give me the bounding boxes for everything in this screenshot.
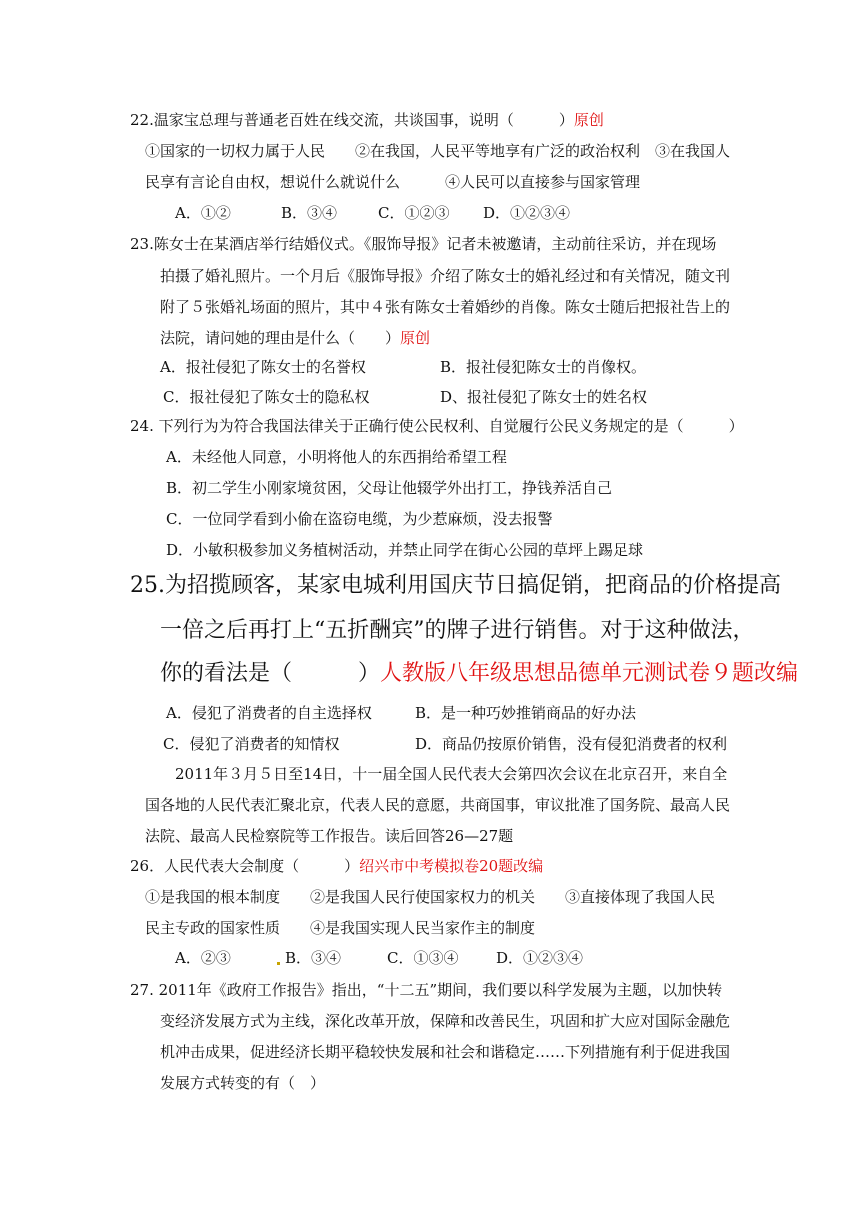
q26-stem-line bbox=[130, 856, 543, 876]
q23-choice-c: C．报社侵犯了陈女士的隐私权 bbox=[163, 388, 370, 406]
q23-choice-a: A．报社侵犯了陈女士的名誉权 bbox=[160, 358, 366, 376]
q22-choice-b: B．③④ bbox=[281, 204, 338, 222]
q27-stem-line-3: 机冲击成果，促进经济长期平稳较快发展和社会和谐稳定……下列措施有利于促进我国 bbox=[160, 1043, 731, 1061]
material-line-1: 2011年３月５日至14日，十一届全国人民代表大会第四次会议在北京召开，来自全 bbox=[175, 765, 728, 783]
q23-stem-end: 法院，请问她的理由是什么（ ） bbox=[160, 329, 401, 347]
q25-stem-end: 你的看法是（ ） bbox=[160, 661, 381, 686]
material-line-2: 国各地的人民代表汇聚北京，代表人民的意愿，共商国事，审议批准了国务院、最高人民 bbox=[145, 796, 731, 814]
q26-source: 绍兴市中考模拟卷20题改编 bbox=[359, 857, 544, 875]
stray-mark bbox=[277, 962, 280, 965]
q22-stem: 22.温家宝总理与普通老百姓在线交流，共谈国事，说明（ ） bbox=[130, 111, 574, 129]
q26-stem: 26．人民代表大会制度（ ） bbox=[130, 857, 360, 875]
q26-options-line-2: 民主专政的国家性质 ④是我国实现人民当家作主的制度 bbox=[145, 919, 536, 937]
q23-choice-d: D、报社侵犯了陈女士的姓名权 bbox=[440, 388, 648, 406]
q25-choice-a: A．侵犯了消费者的自主选择权 bbox=[166, 704, 372, 722]
q27-stem-line-2: 变经济发展方式为主线，深化改革开放，保障和改善民生，巩固和扩大应对国际金融危 bbox=[160, 1012, 731, 1030]
q24-choice-b: B．初二学生小刚家境贫困，父母让他辍学外出打工，挣钱养活自己 bbox=[166, 479, 613, 497]
q26-choice-d: D．①②③④ bbox=[496, 949, 584, 967]
q24-choice-c: C．一位同学看到小偷在盗窃电缆，为少惹麻烦，没去报警 bbox=[166, 510, 553, 528]
q27-stem-line-1: 27. 2011年《政府工作报告》指出，“十二五”期间，我们要以科学发展为主题，以加快转 bbox=[130, 981, 723, 999]
q24-choice-d: D．小敏积极参加义务植树活动，并禁止同学在街心公园的草坪上踢足球 bbox=[166, 541, 644, 559]
q22-stem-line bbox=[130, 110, 604, 130]
q25-source: 人教版八年级思想品德单元测试卷９题改编 bbox=[380, 661, 799, 686]
q23-choice-b: B．报社侵犯陈女士的肖像权。 bbox=[440, 358, 647, 376]
q22-options-line-2: 民享有言论自由权，想说什么就说什么 ④人民可以直接参与国家管理 bbox=[145, 173, 641, 191]
q22-choice-a: A．①② bbox=[175, 204, 231, 222]
q22-choice-d: D．①②③④ bbox=[483, 204, 571, 222]
q23-stem-line-1: 23.陈女士在某酒店举行结婚仪式。《服饰导报》记者未被邀请，主动前往采访，并在现场 bbox=[130, 235, 717, 253]
q24-stem: 24. 下列行为为符合我国法律关于正确行使公民权利、自觉履行公民义务规定的是（ ） bbox=[130, 417, 744, 435]
q27-stem-line-4: 发展方式转变的有（ ） bbox=[160, 1074, 326, 1092]
q25-choice-c: C．侵犯了消费者的知情权 bbox=[163, 735, 340, 753]
q24-choice-a: A．未经他人同意，小明将他人的东西捐给希望工程 bbox=[166, 448, 507, 466]
q25-choice-b: B．是一种巧妙推销商品的好办法 bbox=[415, 704, 637, 722]
q22-choice-c: C．①②③ bbox=[378, 204, 450, 222]
q25-choice-d: D．商品仍按原价销售，没有侵犯消费者的权利 bbox=[415, 735, 728, 753]
q23-stem-line-2: 拍摄了婚礼照片。一个月后《服饰导报》介绍了陈女士的婚礼经过和有关情况，随文刊 bbox=[160, 267, 731, 285]
q26-options-line-1: ①是我国的根本制度 ②是我国人民行使国家权力的机关 ③直接体现了我国人民 bbox=[145, 888, 716, 906]
q26-choice-a: A．②③ bbox=[175, 949, 231, 967]
q26-choice-c: C．①③④ bbox=[387, 949, 459, 967]
q22-options-line-1: ①国家的一切权力属于人民 ②在我国，人民平等地享有广泛的政治权利 ③在我国人 bbox=[145, 142, 731, 160]
q26-choice-b: B．③④ bbox=[285, 949, 342, 967]
q25-stem-line-2: 一倍之后再打上“五折酬宾”的牌子进行销售。对于这种做法， bbox=[160, 618, 755, 643]
material-line-3: 法院、最高人民检察院等工作报告。读后回答26—27题 bbox=[145, 827, 514, 845]
q23-source: 原创 bbox=[400, 329, 431, 347]
q25-stem-line-3 bbox=[160, 659, 798, 689]
q25-stem-line-1: 25.为招揽顾客，某家电城利用国庆节日搞促销，把商品的价格提高 bbox=[130, 573, 781, 598]
q23-stem-line-4 bbox=[160, 328, 430, 348]
q23-stem-line-3: 附了５张婚礼场面的照片，其中４张有陈女士着婚纱的肖像。陈女士随后把报社告上的 bbox=[160, 298, 731, 316]
q22-source: 原创 bbox=[573, 111, 604, 129]
